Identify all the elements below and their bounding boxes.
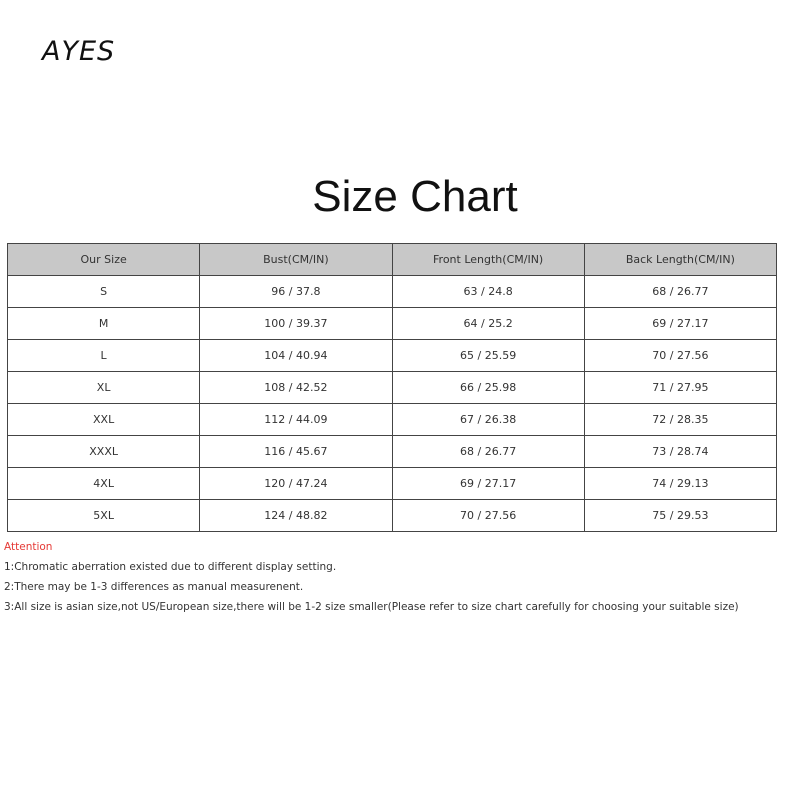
cell-back-length: 75 / 29.53	[584, 500, 776, 532]
cell-front-length: 70 / 27.56	[392, 500, 584, 532]
column-header-bust: Bust(CM/IN)	[200, 244, 392, 276]
cell-front-length: 65 / 25.59	[392, 340, 584, 372]
table-row	[8, 500, 777, 532]
table-row	[8, 436, 777, 468]
column-header-our-size: Our Size	[8, 244, 200, 276]
cell-size: M	[8, 308, 200, 340]
cell-front-length: 63 / 24.8	[392, 276, 584, 308]
brand-logo: AYES	[42, 36, 116, 67]
cell-size: XXXL	[8, 436, 200, 468]
cell-back-length: 73 / 28.74	[584, 436, 776, 468]
cell-back-length: 70 / 27.56	[584, 340, 776, 372]
size-chart-table	[7, 243, 777, 532]
column-header-front-length: Front Length(CM/IN)	[392, 244, 584, 276]
cell-front-length: 66 / 25.98	[392, 372, 584, 404]
page-title: Size Chart	[312, 172, 518, 221]
cell-bust: 100 / 39.37	[200, 308, 392, 340]
column-header-back-length: Back Length(CM/IN)	[584, 244, 776, 276]
cell-bust: 116 / 45.67	[200, 436, 392, 468]
table-row	[8, 308, 777, 340]
table-row	[8, 372, 777, 404]
table-row	[8, 340, 777, 372]
table-header-row	[8, 244, 777, 276]
cell-size: 4XL	[8, 468, 200, 500]
cell-front-length: 67 / 26.38	[392, 404, 584, 436]
note-line: 3:All size is asian size,not US/European size,there will be 1-2 size smaller(Please refer to size chart carefully for choosing your suitable size)	[4, 601, 739, 613]
cell-bust: 96 / 37.8	[200, 276, 392, 308]
cell-back-length: 71 / 27.95	[584, 372, 776, 404]
cell-size: XL	[8, 372, 200, 404]
cell-front-length: 64 / 25.2	[392, 308, 584, 340]
note-line: 2:There may be 1-3 differences as manual measurenent.	[4, 581, 304, 593]
cell-bust: 124 / 48.82	[200, 500, 392, 532]
cell-back-length: 69 / 27.17	[584, 308, 776, 340]
note-line: 1:Chromatic aberration existed due to different display setting.	[4, 561, 337, 573]
attention-notes	[4, 537, 739, 617]
cell-back-length: 74 / 29.13	[584, 468, 776, 500]
cell-bust: 108 / 42.52	[200, 372, 392, 404]
cell-size: 5XL	[8, 500, 200, 532]
cell-front-length: 69 / 27.17	[392, 468, 584, 500]
cell-bust: 104 / 40.94	[200, 340, 392, 372]
cell-bust: 120 / 47.24	[200, 468, 392, 500]
table-row	[8, 468, 777, 500]
cell-size: S	[8, 276, 200, 308]
cell-back-length: 68 / 26.77	[584, 276, 776, 308]
cell-size: XXL	[8, 404, 200, 436]
cell-front-length: 68 / 26.77	[392, 436, 584, 468]
table-row	[8, 276, 777, 308]
attention-heading: Attention	[4, 541, 53, 553]
cell-back-length: 72 / 28.35	[584, 404, 776, 436]
cell-size: L	[8, 340, 200, 372]
table-row	[8, 404, 777, 436]
cell-bust: 112 / 44.09	[200, 404, 392, 436]
